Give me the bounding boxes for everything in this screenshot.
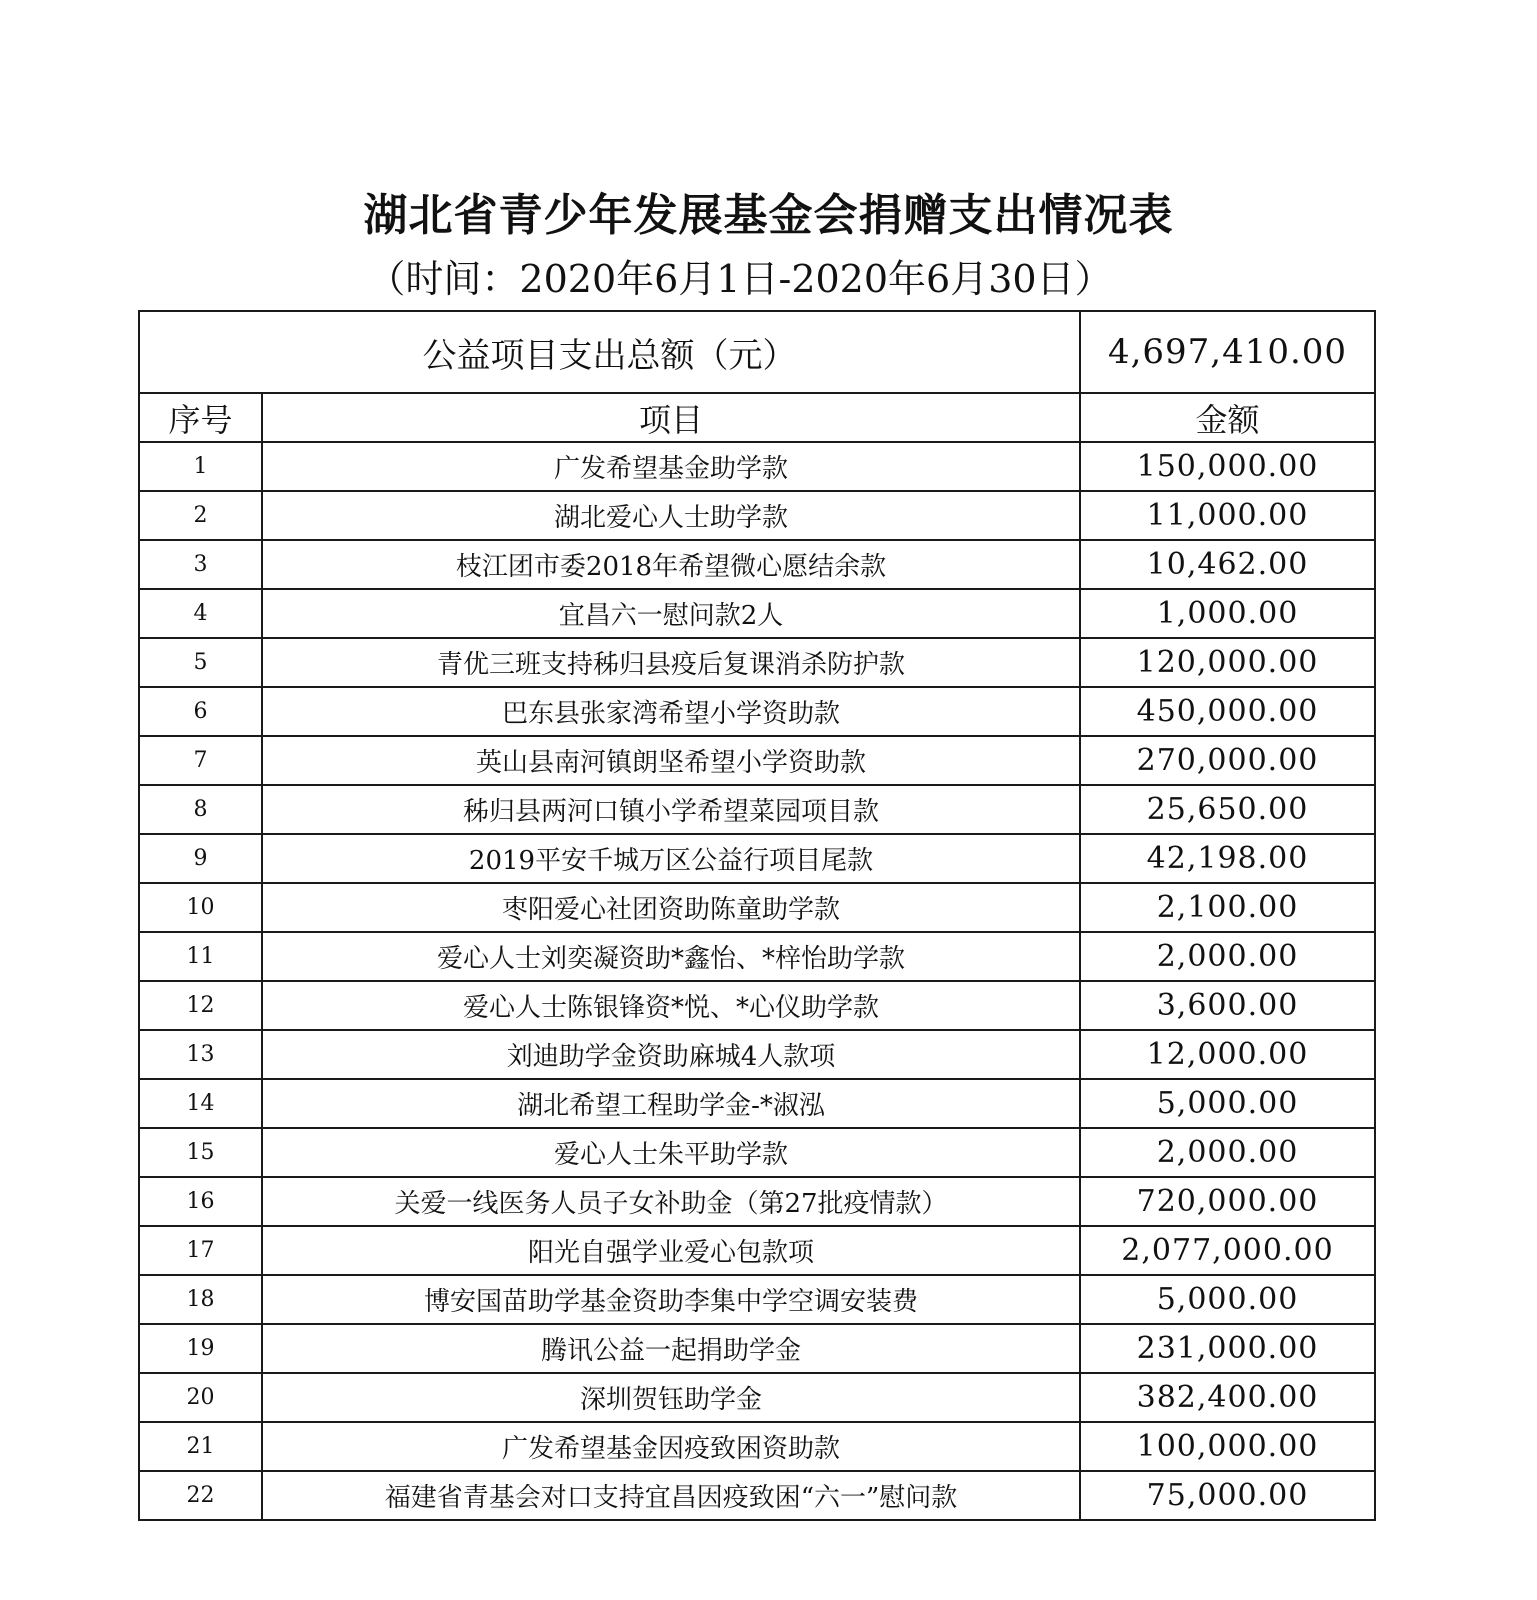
table-row xyxy=(139,589,1375,638)
row-item: 爱心人士陈银锋资*悦、*心仪助学款 xyxy=(262,981,1080,1030)
row-seq: 3 xyxy=(139,540,262,589)
row-item: 福建省青基会对口支持宜昌因疫致困“六一”慰问款 xyxy=(262,1471,1080,1520)
row-amount: 75,000.00 xyxy=(1080,1471,1375,1520)
row-item: 2019平安千城万区公益行项目尾款 xyxy=(262,834,1080,883)
table-row xyxy=(139,1422,1375,1471)
table-row xyxy=(139,1128,1375,1177)
row-item: 腾讯公益一起捐助学金 xyxy=(262,1324,1080,1373)
row-item: 广发希望基金助学款 xyxy=(262,442,1080,491)
row-item: 阳光自强学业爱心包款项 xyxy=(262,1226,1080,1275)
row-seq: 21 xyxy=(139,1422,262,1471)
row-seq: 14 xyxy=(139,1079,262,1128)
table-row xyxy=(139,785,1375,834)
row-amount: 5,000.00 xyxy=(1080,1079,1375,1128)
row-seq: 13 xyxy=(139,1030,262,1079)
row-seq: 1 xyxy=(139,442,262,491)
row-seq: 8 xyxy=(139,785,262,834)
row-amount: 382,400.00 xyxy=(1080,1373,1375,1422)
row-item: 青优三班支持秭归县疫后复课消杀防护款 xyxy=(262,638,1080,687)
table-row xyxy=(139,1324,1375,1373)
row-amount: 25,650.00 xyxy=(1080,785,1375,834)
row-amount: 11,000.00 xyxy=(1080,491,1375,540)
row-item: 巴东县张家湾希望小学资助款 xyxy=(262,687,1080,736)
row-seq: 17 xyxy=(139,1226,262,1275)
row-seq: 4 xyxy=(139,589,262,638)
total-label: 公益项目支出总额（元） xyxy=(139,311,1080,393)
row-item: 湖北爱心人士助学款 xyxy=(262,491,1080,540)
row-seq: 22 xyxy=(139,1471,262,1520)
table-row xyxy=(139,736,1375,785)
table-row xyxy=(139,1177,1375,1226)
table-row xyxy=(139,1471,1375,1520)
header-amount: 金额 xyxy=(1080,393,1375,442)
row-amount: 2,100.00 xyxy=(1080,883,1375,932)
row-seq: 20 xyxy=(139,1373,262,1422)
row-item: 秭归县两河口镇小学希望菜园项目款 xyxy=(262,785,1080,834)
row-amount: 120,000.00 xyxy=(1080,638,1375,687)
row-seq: 16 xyxy=(139,1177,262,1226)
row-amount: 2,000.00 xyxy=(1080,932,1375,981)
row-seq: 12 xyxy=(139,981,262,1030)
row-seq: 9 xyxy=(139,834,262,883)
row-seq: 5 xyxy=(139,638,262,687)
table-row xyxy=(139,540,1375,589)
row-amount: 5,000.00 xyxy=(1080,1275,1375,1324)
table-row xyxy=(139,883,1375,932)
row-amount: 720,000.00 xyxy=(1080,1177,1375,1226)
row-seq: 11 xyxy=(139,932,262,981)
table-row xyxy=(139,687,1375,736)
row-amount: 1,000.00 xyxy=(1080,589,1375,638)
row-item: 爱心人士朱平助学款 xyxy=(262,1128,1080,1177)
row-amount: 12,000.00 xyxy=(1080,1030,1375,1079)
row-item: 枣阳爱心社团资助陈童助学款 xyxy=(262,883,1080,932)
row-amount: 270,000.00 xyxy=(1080,736,1375,785)
header-item: 项目 xyxy=(262,393,1080,442)
row-item: 博安国苗助学基金资助李集中学空调安装费 xyxy=(262,1275,1080,1324)
row-item: 宜昌六一慰问款2人 xyxy=(262,589,1080,638)
row-amount: 10,462.00 xyxy=(1080,540,1375,589)
table-row xyxy=(139,491,1375,540)
expenditure-table xyxy=(138,310,1376,1521)
table-row xyxy=(139,1079,1375,1128)
row-seq: 2 xyxy=(139,491,262,540)
table-row xyxy=(139,638,1375,687)
date-range-subtitle: （时间：2020年6月1日-2020年6月30日） xyxy=(367,257,1113,301)
row-item: 刘迪助学金资助麻城4人款项 xyxy=(262,1030,1080,1079)
table-row xyxy=(139,442,1375,491)
row-item: 枝江团市委2018年希望微心愿结余款 xyxy=(262,540,1080,589)
row-seq: 15 xyxy=(139,1128,262,1177)
header-seq: 序号 xyxy=(139,393,262,442)
total-row xyxy=(139,311,1375,393)
row-seq: 10 xyxy=(139,883,262,932)
row-seq: 18 xyxy=(139,1275,262,1324)
total-amount: 4,697,410.00 xyxy=(1080,311,1375,393)
row-item: 湖北希望工程助学金-*淑泓 xyxy=(262,1079,1080,1128)
table-row xyxy=(139,981,1375,1030)
row-item: 爱心人士刘奕凝资助*鑫怡、*梓怡助学款 xyxy=(262,932,1080,981)
row-amount: 450,000.00 xyxy=(1080,687,1375,736)
table-row xyxy=(139,1373,1375,1422)
table-row xyxy=(139,932,1375,981)
page-title: 湖北省青少年发展基金会捐赠支出情况表 xyxy=(363,190,1174,241)
row-item: 关爱一线医务人员子女补助金（第27批疫情款） xyxy=(262,1177,1080,1226)
row-amount: 150,000.00 xyxy=(1080,442,1375,491)
row-amount: 231,000.00 xyxy=(1080,1324,1375,1373)
row-item: 英山县南河镇朗坚希望小学资助款 xyxy=(262,736,1080,785)
row-item: 广发希望基金因疫致困资助款 xyxy=(262,1422,1080,1471)
table-row xyxy=(139,1030,1375,1079)
row-seq: 6 xyxy=(139,687,262,736)
row-amount: 42,198.00 xyxy=(1080,834,1375,883)
table-row xyxy=(139,1275,1375,1324)
row-seq: 19 xyxy=(139,1324,262,1373)
row-amount: 2,077,000.00 xyxy=(1080,1226,1375,1275)
row-seq: 7 xyxy=(139,736,262,785)
table-row xyxy=(139,834,1375,883)
table-row xyxy=(139,1226,1375,1275)
header-row xyxy=(139,393,1375,442)
row-amount: 100,000.00 xyxy=(1080,1422,1375,1471)
row-item: 深圳贺钰助学金 xyxy=(262,1373,1080,1422)
row-amount: 3,600.00 xyxy=(1080,981,1375,1030)
row-amount: 2,000.00 xyxy=(1080,1128,1375,1177)
